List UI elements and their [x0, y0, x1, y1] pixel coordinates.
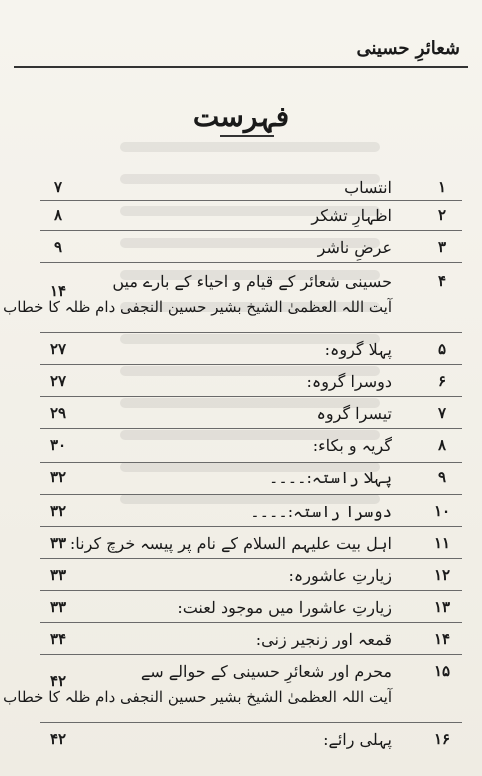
toc-number: ۳: [437, 238, 447, 256]
toc-number: ۷: [437, 404, 447, 422]
toc-label: پہلی رائے:: [323, 730, 392, 749]
toc-label: محرم اور شعائرِ حسینی کے حوالے سے: [140, 662, 392, 681]
toc-label: عرضِ ناشر: [317, 238, 392, 257]
toc-label: تیسرا گروہ: [316, 404, 392, 423]
toc-label-continued: آیت اللہ العظمیٰ الشیخ بشیر حسین النجفی دام ظلہ کا خطاب: [3, 688, 392, 706]
toc-separator: [40, 558, 462, 559]
toc-separator: [40, 396, 462, 397]
toc-number: ۴: [437, 272, 447, 290]
toc-label: زیارتِ عاشورہ:: [288, 566, 392, 585]
toc-page: ۷: [53, 178, 63, 196]
toc-number: ۵: [437, 340, 447, 358]
toc-label: پہلا راستہ:۔۔۔۔: [269, 468, 392, 487]
toc-label: انتساب: [344, 178, 392, 197]
toc-page: ۳۲: [49, 468, 67, 486]
toc-separator: [40, 494, 462, 495]
toc-number: ۶: [437, 372, 447, 390]
toc-row: [40, 436, 462, 464]
toc-title: فہرست: [192, 100, 290, 133]
toc-page: ۲۹: [49, 404, 67, 422]
toc-page: ۳۲: [49, 502, 67, 520]
toc-label: اہل بیت علیہم السلام کے نام پر پیسہ خرچ کرنا:: [69, 534, 392, 553]
toc-page: ۱۴: [49, 282, 67, 300]
toc-label: دوسرا گروہ:: [306, 372, 392, 391]
toc-number: ۱۲: [433, 566, 451, 584]
toc-number: ۹: [437, 468, 447, 486]
toc-page: ۳۳: [49, 598, 67, 616]
toc-separator: [40, 428, 462, 429]
toc-label: اظہارِ تشکر: [311, 206, 392, 225]
toc-separator: [40, 364, 462, 365]
toc-label: پہلا گروہ:: [324, 340, 392, 359]
toc-page: ۴۲: [49, 730, 67, 748]
toc-separator: [40, 230, 462, 231]
toc-row: [3, 662, 462, 718]
toc-row: [3, 272, 462, 328]
toc-row: [40, 178, 462, 206]
toc-separator: [40, 622, 462, 623]
toc-page: ۲۷: [49, 372, 67, 390]
toc-separator: [40, 654, 462, 655]
toc-page: ۳۳: [49, 534, 67, 552]
toc-page: ۴۲: [49, 672, 67, 690]
toc-number: ۱۰: [433, 502, 451, 520]
toc-page: ۳۳: [49, 566, 67, 584]
toc-page: ۲۷: [49, 340, 67, 358]
toc-number: ۱۱: [433, 534, 451, 552]
toc-label-continued: آیت اللہ العظمیٰ الشیخ بشیر حسین النجفی دام ظلہ کا خطاب: [3, 298, 392, 316]
toc-separator: [40, 722, 462, 723]
toc-number: ۸: [437, 436, 447, 454]
toc-number: ۱۵: [433, 662, 451, 680]
toc-label: گریہ و بکاء:: [312, 436, 392, 455]
toc-separator: [40, 332, 462, 333]
toc-number: ۱: [437, 178, 447, 196]
toc-page: ۹: [53, 238, 63, 256]
toc-page: ۳۰: [49, 436, 67, 454]
toc-label: زیارتِ عاشورا میں موجود لعنت:: [177, 598, 392, 617]
toc-number: ۲: [437, 206, 447, 224]
toc-number: ۱۳: [433, 598, 451, 616]
toc-page: ۳۴: [49, 630, 67, 648]
toc-separator: [40, 462, 462, 463]
toc-separator: [40, 262, 462, 263]
toc-row: [40, 730, 462, 758]
toc-label: قمعہ اور زنجیر زنی:: [255, 630, 392, 649]
toc-number: ۱۴: [433, 630, 451, 648]
toc-separator: [40, 200, 462, 201]
toc-separator: [40, 526, 462, 527]
toc-number: ۱۶: [433, 730, 451, 748]
toc-row: [40, 468, 462, 496]
running-head: شعائرِ حسینی: [356, 38, 460, 59]
toc-page: ۸: [53, 206, 63, 224]
toc-separator: [40, 590, 462, 591]
toc-label: حسینی شعائر کے قیام و احیاء کے بارے میں: [112, 272, 392, 291]
toc-label: دوسرا راستہ:۔۔۔۔: [250, 502, 392, 521]
